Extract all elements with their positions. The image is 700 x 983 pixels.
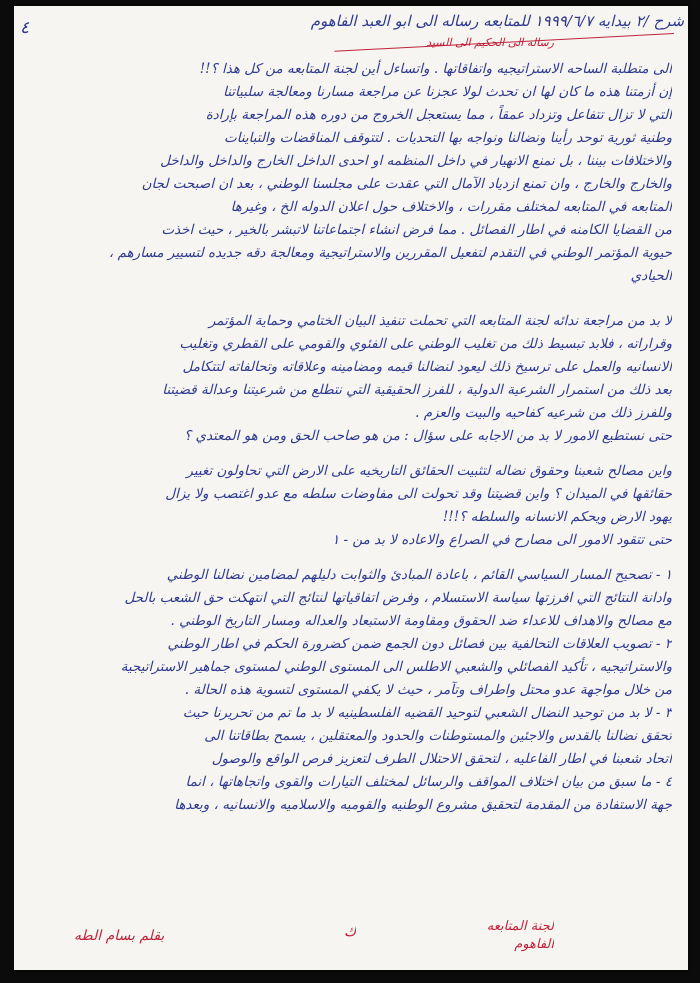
point-line: ٤ - ما سبق من بيان اختلاف المواقف والرسائل لمختلف التيارات والقوى واتجاهاتها ، انما xyxy=(185,774,672,790)
text-line: حقائقها في الميدان ؟ واين قضيتنا وقد تحولت الى مفاوضات سلطه مع عدو اغتصب ولا يزال xyxy=(165,486,672,502)
text-line: الى متطلبة الساحه الاستراتيجيه واتفاقاتها . واتساءل أين لجنة المتابعه من كل هذا ؟!! xyxy=(199,61,672,77)
point-line: ٢ - تصويب العلاقات التحالفية بين فصائل دون الجمع ضمن كضرورة الحكم في اطار الوطني xyxy=(167,636,672,652)
point-line: اتحاد شعبنا في اطار الفاعليه ، لتحقق الاحتلال الطرف لتعزيز فرص الواقع والوصول xyxy=(211,751,672,767)
point-line: وادانة النتائج التي افرزتها سياسة الاستسلام ، وفرض اتفاقياتها لنتائج التي انتهكت حق الشعب بالحل xyxy=(124,590,672,606)
text-line: وقراراته ، فلابد تبسيط ذلك من تغليب الوطني على الفئوي والقومي على القطري وتغليب xyxy=(179,336,672,352)
numbered-points xyxy=(32,564,672,817)
point-line: مع مصالح والاهداف للاعداء ضد الحقوق ومقاومة الاستبعاد والعداله ومسار التاريخ الوطني . xyxy=(170,613,672,629)
text-line: بعد ذلك من استمرار الشرعية الدولية ، للفرز الحقيقية التي نتطلع من شرعيتنا وعدالة قضيتنا xyxy=(162,382,672,398)
signature-committee xyxy=(434,918,554,954)
text-line: حتى تتقود الامور الى مصارح في الصراع والاعاده لا بد من - ١ xyxy=(331,532,672,548)
point-line: من خلال مواجهة عدو محتل واطراف وتآمر ، حيث لا يكفي المستوى لتسوية هذه الحالة . xyxy=(184,682,672,698)
point-line: والاستراتيجيه ، تأكيد الفصائلي والشعبي الاطلس الى المستوى الوطني لمستوى جماهير الاستراتيجية xyxy=(120,659,672,675)
page-number: ٤ xyxy=(20,18,30,38)
paragraph-3 xyxy=(32,460,672,552)
text-line: والاختلافات بيننا ، بل نمنع الانهيار في داخل المنظمه او احدى الداخل الخارج والداخل والداخل xyxy=(160,153,672,169)
header-annotation: رساله الى الحكيم الى السيد xyxy=(426,36,554,49)
point-line: ١ - تصحيح المسار السياسي القائم ، باعادة المبادئ والثوابت دليلهم لمضامين نضالنا الوطني xyxy=(166,567,672,583)
paragraph-1 xyxy=(32,58,672,288)
text-line: إن أزمتنا هذه ما كان لها ان تحدث لولا عجزنا عن مراجعة مسارنا ومعالجة سلبياتنا xyxy=(223,84,672,100)
paragraph-2 xyxy=(32,310,672,448)
signature-author: بقلم بسام الطه xyxy=(74,928,165,944)
paragraph-gap xyxy=(32,288,672,310)
committee-line-2: الفاهوم xyxy=(514,937,554,952)
point-line: ٣ - لا بد من توحيد النضال الشعبي لتوحيد القضيه الفلسطينيه لا بد ما تم من تحريرنا حيث xyxy=(182,705,672,721)
text-line: وللفرز ذلك من شرعيه كفاحيه والبيت والعزم . xyxy=(415,405,672,421)
text-line: وطنية ثورية توحد رأينا ونضالنا ونواجه بها التحديات . لتتوقف المناقضات والتباينات xyxy=(224,130,672,146)
text-line: الحيادي xyxy=(630,268,672,284)
text-line: لا بد من مراجعة ندائه لجنة المتابعه التي تحملت تنفيذ البيان الختامي وحماية المؤتمر xyxy=(208,313,672,329)
text-line: المتابعه في المتابعه لمختلف مقررات ، والاختلاف حول اعلان الدوله الخ ، وغيرها xyxy=(230,199,672,215)
text-line: الانسانيه والعمل على ترسيخ ذلك ليعود لنضالنا قيمه ومضامينه وعلاقاته وتحالفاته لتتكامل xyxy=(182,359,672,375)
text-line: حيوية المؤتمر الوطني في التقدم لتفعيل المقررين والاستراتيجية ومعالجة دقه جديده لتسيير مسارهم ، xyxy=(108,245,672,261)
point-line: تحقق نضالنا بالقدس والاجئين والمستوطنات والحدود والمعتقلين ، يسمح بطاقاتنا الى xyxy=(204,728,672,744)
text-line: حتى نستطيع الامور لا بد من الاجابه على سؤال : من هو صاحب الحق ومن هو المعتدي ؟ xyxy=(184,428,672,444)
paragraph-gap xyxy=(32,448,672,460)
text-line: التي لا تزال تتفاعل وتزداد عمقاً ، مما يستعجل الخروج من دوره هذه المراجعة بإرادة xyxy=(205,107,672,123)
page-header xyxy=(14,6,688,66)
point-line: جهة الاستفادة من المقدمة لتحقيق مشروع الوطنيه والقوميه والاسلاميه والانسانيه ، وبعدها xyxy=(174,797,672,813)
committee-line-1: لجنة المتابعه xyxy=(486,919,554,934)
text-line: من القضايا الكامنه في اطار الفصائل . مما فرض انشاء اجتماعاتنا لاتبشر بالخير ، حيث اخذت xyxy=(161,222,672,238)
text-line: واين مصالح شعبنا وحقوق نضاله لتثبيت الحقائق التاريخيه على الارض التي تحاولون تغيير xyxy=(186,463,672,479)
text-line: والخارج والخارج ، وان تمنع ازدياد الآمال التي عقدت على مجلسنا الوطني ، بعد ان اصبحت لجان xyxy=(141,176,672,192)
signature-mark: ك xyxy=(344,922,357,940)
signature-block xyxy=(14,906,688,970)
letter-body xyxy=(32,58,672,817)
paragraph-gap xyxy=(32,552,672,564)
document-page xyxy=(14,6,688,970)
header-title: شرح /٢ بيدايه ١٩٩٩/٦/٧ للمتابعه رساله الى ابو العبد الفاهوم xyxy=(310,12,684,30)
text-line: يهود الارض ويحكم الانسانه والسلطه ؟!!! xyxy=(442,509,672,525)
